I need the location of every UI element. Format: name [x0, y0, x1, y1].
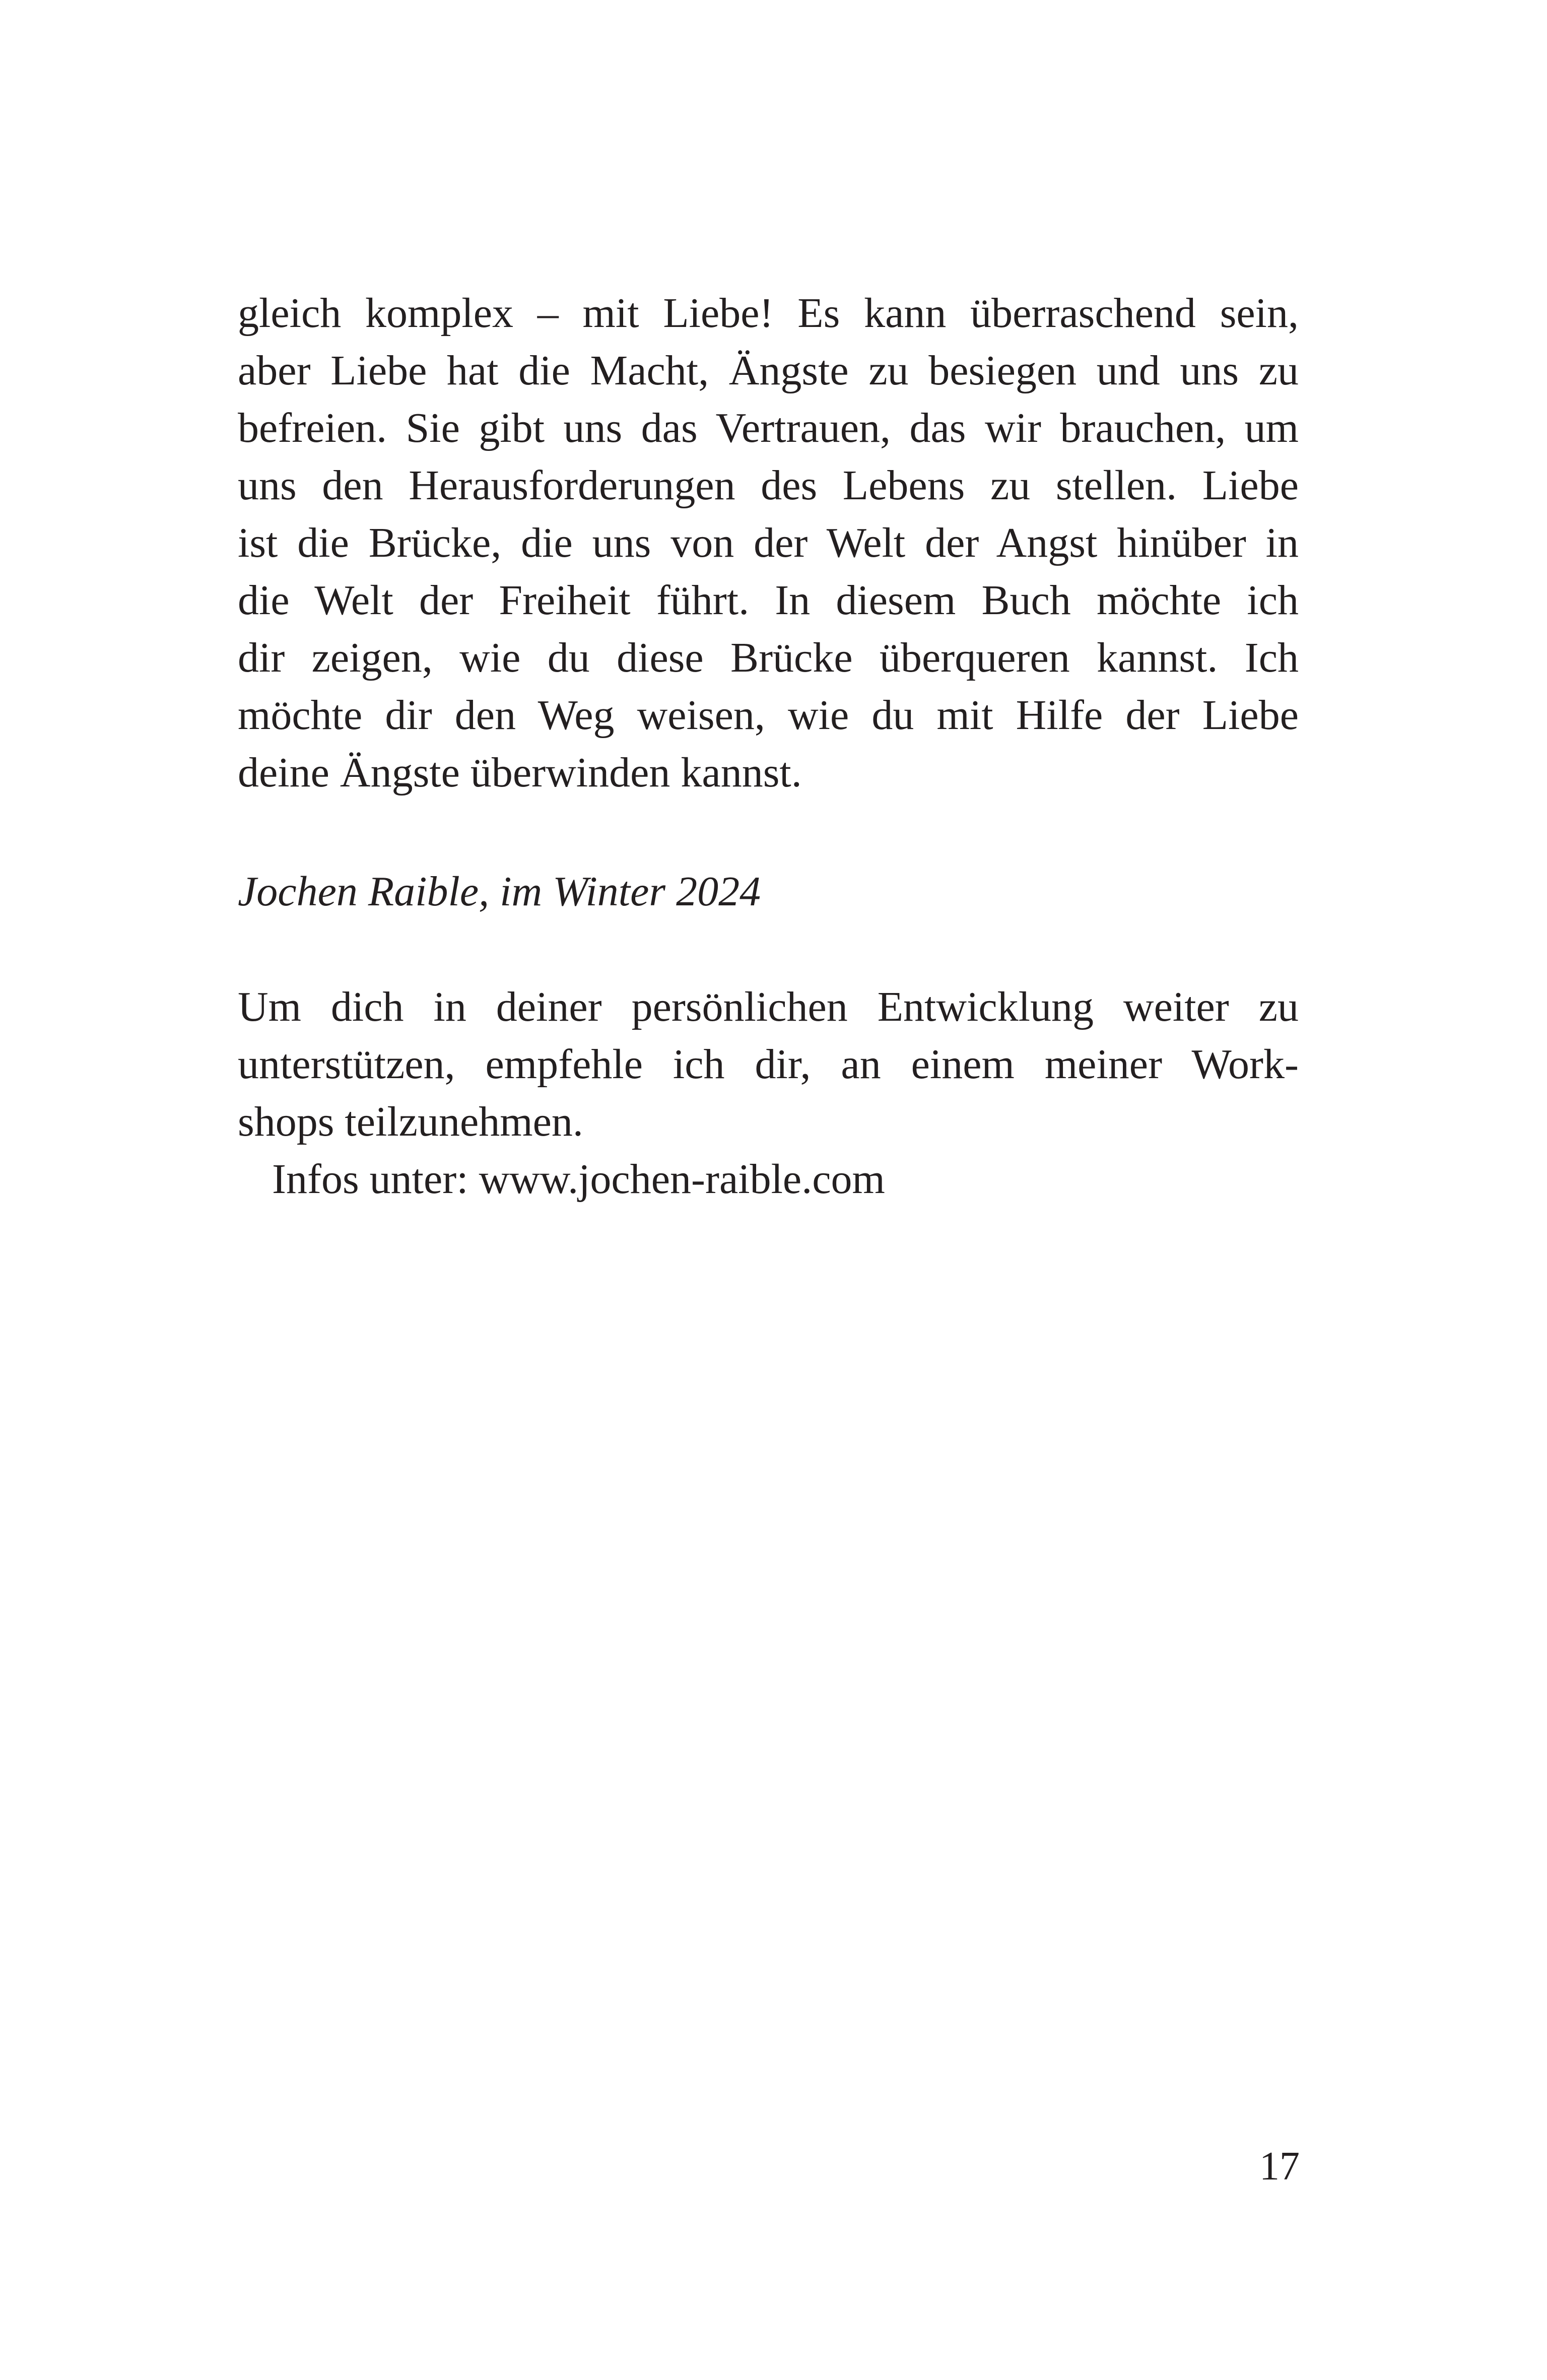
author-signature — [238, 863, 1299, 920]
paragraph-line: befreien. Sie gibt uns das Vertrauen, das wir brauchen, um — [238, 405, 1299, 451]
signature-line: Jochen Raible, im Winter 2024 — [238, 868, 761, 915]
main-paragraph — [238, 285, 1299, 802]
paragraph-line: shops teilzunehmen. — [238, 1098, 583, 1145]
paragraph-line: uns den Herausforderungen des Lebens zu stellen. Liebe — [238, 462, 1299, 509]
paragraph-line: deine Ängste überwinden kannst. — [238, 749, 802, 796]
website-info-line: Infos unter: www.jochen-raible.com — [272, 1156, 885, 1203]
paragraph-line: Um dich in deiner persönlichen Entwicklung weiter zu — [238, 983, 1299, 1030]
paragraph-line: aber Liebe hat die Macht, Ängste zu besiegen und uns zu — [238, 347, 1299, 394]
paragraph-line: möchte dir den Weg weisen, wie du mit Hilfe der Liebe — [238, 692, 1299, 739]
paragraph-line: die Welt der Freiheit führt. In diesem Buch möchte ich — [238, 577, 1299, 624]
paragraph-line: gleich komplex – mit Liebe! Es kann überraschend sein, — [238, 290, 1299, 337]
paragraph-line: unterstützen, empfehle ich dir, an einem meiner Work- — [238, 1041, 1299, 1088]
paragraph-line: ist die Brücke, die uns von der Welt der Angst hinüber in — [238, 519, 1299, 566]
page-number: 17 — [1259, 2144, 1300, 2189]
workshop-paragraph — [238, 978, 1299, 1208]
paragraph-line: dir zeigen, wie du diese Brücke überqueren kannst. Ich — [238, 634, 1299, 681]
